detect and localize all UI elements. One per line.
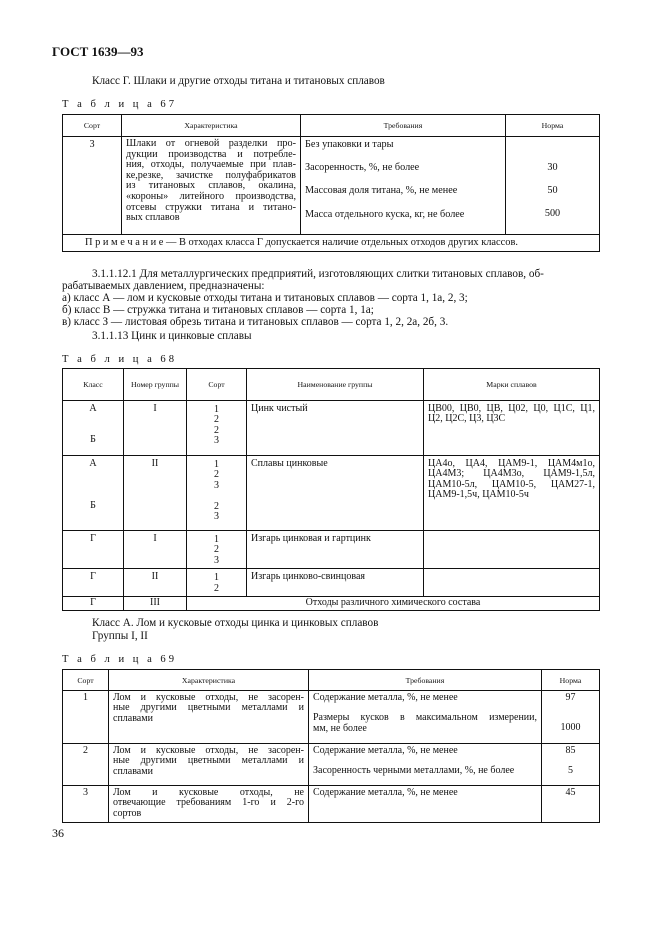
class-cell: Г	[63, 597, 124, 611]
marks-line: ЦАМ10-5л, ЦАМ10-5, ЦАМ27-1,	[428, 478, 595, 490]
norm: 97	[565, 692, 576, 703]
requirement: Массовая доля титана, %, не менее	[305, 185, 458, 197]
char-line: Лом и кусковые отходы, не	[113, 787, 304, 798]
char-line: отвечающие требованиям 1-го и 2-го	[113, 797, 304, 809]
char-line: сортов	[113, 807, 142, 819]
char-line: сплавами	[113, 765, 153, 777]
group-cell: II	[124, 456, 187, 531]
table-row	[63, 569, 600, 597]
para-item-b: б) класс В — стружка титана и титановых сплавов — сорта 1, 1а;	[62, 304, 374, 316]
norm	[546, 703, 595, 713]
group-cell: III	[124, 597, 187, 611]
table67-requirements	[301, 137, 506, 235]
table68-header-marks: Марки сплавов	[424, 369, 600, 401]
document-header: ГОСТ 1639—93	[52, 44, 144, 59]
table-row	[63, 744, 600, 786]
norm: 30	[547, 162, 558, 173]
table69-header-norm: Норма	[542, 670, 600, 691]
table68-header-sort: Сорт	[187, 369, 247, 401]
para-item-a: а) класс А — лом и кусковые отходы титана и титановых сплавов — сорта 1, 1а, 2, 3;	[62, 292, 468, 304]
table67-caption: Т а б л и ц а 67	[62, 99, 178, 110]
char-line: ке,резке, зачистке полуфабрикатов	[126, 169, 296, 181]
groups-title: Группы I, II	[92, 630, 148, 642]
norm: 50	[547, 185, 558, 197]
marks-cell	[424, 401, 600, 456]
sort-cell: 3	[63, 786, 109, 823]
table67-norms	[506, 137, 600, 235]
table69	[62, 669, 600, 823]
char-line: ные другими цветными металлами и	[113, 702, 304, 714]
table-row	[63, 401, 600, 456]
requirement: Размеры кусков в максимальном измерении,	[313, 712, 537, 724]
table69-header-sort: Сорт	[63, 670, 109, 691]
requirements-cell	[309, 744, 542, 786]
para-line-1: 3.1.1.12.1 Для металлургических предприятий, изготовляющих слитки титановых сплавов, об-	[92, 268, 544, 280]
characteristic-cell	[109, 691, 309, 744]
char-line: Лом и кусковые отходы, не засорен-	[113, 692, 304, 703]
norm: 85	[565, 745, 576, 756]
char-line: сплавами	[113, 712, 153, 724]
table67-header-norm: Норма	[506, 115, 600, 137]
table69-header-characteristic: Характеристика	[109, 670, 309, 691]
table67-header-requirements: Требования	[301, 115, 506, 137]
group-cell: II	[124, 569, 187, 597]
norm-cell	[542, 691, 600, 744]
char-line: ния, отходы, получаемые при плав-	[126, 159, 296, 171]
char-line: «короны» литейного производства,	[126, 190, 296, 202]
sort-cell: 1 2	[187, 569, 247, 597]
para-line-2: рабатываемых давлением, предназначены:	[62, 280, 265, 292]
sort-cell: 2	[63, 744, 109, 786]
table-row	[63, 456, 600, 531]
table-row	[63, 531, 600, 569]
class-cell: Г	[63, 569, 124, 597]
table67	[62, 114, 600, 252]
table67-sort: 3	[63, 137, 122, 235]
class-cell: Г	[63, 531, 124, 569]
marks-cell	[424, 456, 600, 531]
norm: 5	[568, 765, 573, 777]
char-line: ные другими цветными металлами и	[113, 755, 304, 767]
char-line: отсевы стружки титана и титано-	[126, 201, 296, 213]
page-number: 36	[52, 826, 64, 840]
characteristic-cell	[109, 786, 309, 823]
table68-header-group-name: Наименование группы	[247, 369, 424, 401]
marks-cell	[424, 569, 600, 597]
table68-caption: Т а б л и ц а 68	[62, 354, 178, 365]
table68	[62, 368, 600, 611]
requirement: Масса отдельного куска, кг, не более	[305, 208, 465, 220]
table68-header-group-number: Номер группы	[124, 369, 187, 401]
requirement: Без упаковки и тары	[305, 139, 394, 150]
table67-header-sort: Сорт	[63, 115, 122, 137]
group-cell: I	[124, 531, 187, 569]
char-line: вых сплавов	[126, 212, 180, 224]
norm-cell	[542, 786, 600, 823]
table-row	[63, 786, 600, 823]
requirements-cell	[309, 691, 542, 744]
note-text: — В отходах класса Г допускается наличие отдельных отходов других классов.	[163, 237, 518, 249]
sort-cell: 1 2 3 2 3	[187, 456, 247, 531]
char-line: из титановых сплавов, окалина,	[126, 180, 296, 192]
char-line: Шлаки от огневой разделки про-	[126, 138, 296, 149]
group-name-cell: Сплавы цинковые	[247, 456, 424, 531]
marks-line: ЦА4о, ЦА4, ЦАМ9-1, ЦАМ4м1о,	[428, 458, 595, 469]
marks-line: ЦА4М3; ЦА4М3о, ЦАМ9-1,5л,	[428, 468, 595, 480]
marks-line: ЦАМ9-1,5ч, ЦАМ10-5ч	[428, 489, 529, 501]
note-label: П р и м е ч а н и е	[85, 237, 164, 249]
class-g-title: Класс Г. Шлаки и другие отходы титана и титановых сплавов	[92, 75, 385, 87]
norm: 1000	[560, 722, 581, 734]
para-item-v: в) класс З — листовая обрезь титана и титановых сплавов — сорта 1, 2, 2а, 2б, 3.	[62, 316, 449, 328]
sort-cell: 1 2 2 3	[187, 401, 247, 456]
group-name-cell: Цинк чистый	[247, 401, 424, 456]
requirement: Засоренность, %, не более	[305, 162, 420, 174]
table69-caption: Т а б л и ц а 69	[62, 654, 178, 665]
group-name-span-cell: Отходы различного химического состава	[187, 597, 600, 611]
requirement: Засоренность черными металлами, %, не более	[313, 765, 515, 777]
group-name-cell: Изгарь цинковая и гартцинк	[247, 531, 424, 569]
section-heading: 3.1.1.13 Цинк и цинковые сплавы	[92, 330, 252, 342]
sort-cell: 1 2 3	[187, 531, 247, 569]
group-cell: I	[124, 401, 187, 456]
marks-cell	[424, 531, 600, 569]
requirement: Содержание металла, %, не менее	[313, 787, 458, 798]
requirements-cell	[309, 786, 542, 823]
char-line: Лом и кусковые отходы, не засорен-	[113, 745, 304, 756]
sort-cell: 1	[63, 691, 109, 744]
table67-header-characteristic: Характеристика	[122, 115, 301, 137]
characteristic-cell	[109, 744, 309, 786]
norm: 500	[544, 208, 561, 220]
table69-header-requirements: Требования	[309, 670, 542, 691]
requirement: Содержание металла, %, не менее	[313, 745, 458, 756]
class-cell: А Б	[63, 456, 124, 531]
marks-line: ЦВ00, ЦВ0, ЦВ, Ц02, Ц0, Ц1С, Ц1,	[428, 403, 595, 414]
class-a-title: Класс А. Лом и кусковые отходы цинка и цинковых сплавов	[92, 617, 379, 629]
requirement: мм, не более	[313, 722, 367, 734]
norm-cell	[542, 744, 600, 786]
char-line: дукции производства и потребле-	[126, 148, 296, 160]
marks-line: Ц2, Ц2С, Ц3, Ц3С	[428, 413, 506, 425]
norm	[510, 139, 595, 150]
norm: 45	[565, 787, 576, 798]
table-row	[63, 691, 600, 744]
class-cell: А Б	[63, 401, 124, 456]
table67-characteristic	[122, 137, 301, 235]
requirement: Содержание металла, %, не менее	[313, 692, 458, 703]
group-name-cell: Изгарь цинково-свинцовая	[247, 569, 424, 597]
table68-header-class: Класс	[63, 369, 124, 401]
table-row	[63, 597, 600, 611]
table67-note	[63, 235, 600, 252]
